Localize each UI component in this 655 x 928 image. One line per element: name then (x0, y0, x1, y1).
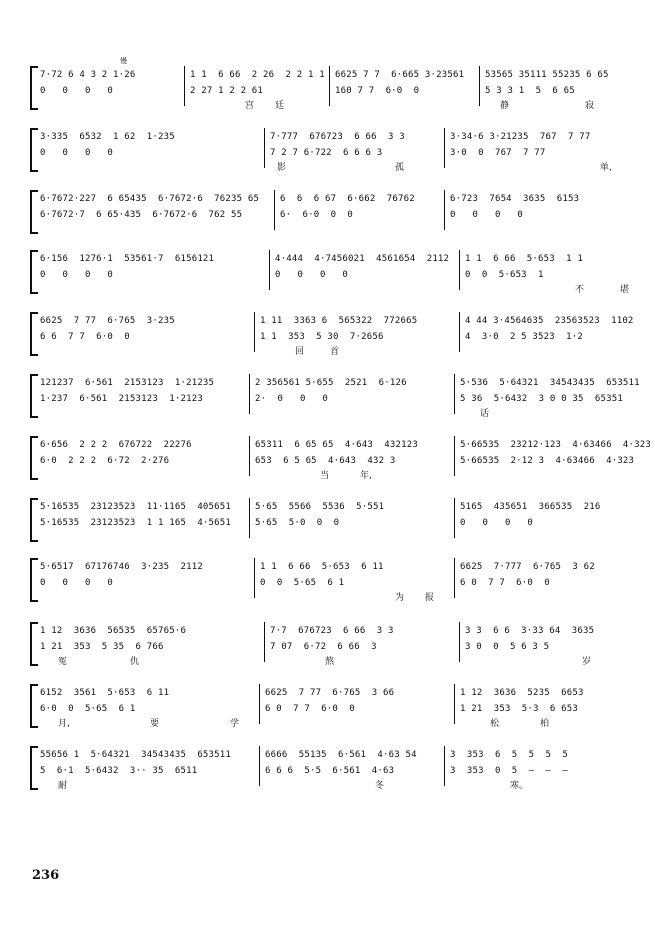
lyric-syllable: 话 (480, 409, 490, 419)
upper-part-measure: 4 44 3·4564635 23563523 1102 (465, 316, 634, 326)
upper-part-measure: 3·335 6532 1 62 1·235 (40, 132, 175, 142)
system-bracket (30, 374, 38, 418)
upper-part-measure: 5165 435651 366535 216 (460, 502, 601, 512)
lyric-syllable: 柏 (540, 719, 550, 729)
upper-part-measure: 7·777 676723 6 66 3 3 (270, 132, 405, 142)
upper-part-measure: 1 11 3363 6 565322 772665 (260, 316, 418, 326)
lower-part-measure: 7 07 6·72 6 66 3 (270, 642, 377, 652)
upper-part-measure: 7·7 676723 6 66 3 3 (270, 626, 394, 636)
upper-part-measure: 6625 7 77 6·765 3 66 (265, 688, 395, 698)
upper-part-measure: 1 1 6 66 5·653 1 1 (465, 254, 583, 264)
system-bracket (30, 190, 38, 234)
barline (459, 250, 460, 290)
lower-part-measure: 7 2 7 6·722 6 6 6 3 (270, 148, 383, 158)
lower-part-measure: 0 0 0 0 (40, 148, 114, 158)
lower-part-measure: 6 0 7 7 6·0 0 (460, 578, 550, 588)
score-system (30, 64, 640, 111)
lyric-syllable: 单, (600, 163, 612, 173)
lyric-syllable: 影 (277, 163, 287, 173)
system-bracket (30, 684, 38, 728)
lower-part-measure: 160 7 7 6·0 0 (335, 86, 420, 96)
barline (184, 66, 185, 106)
barline (254, 312, 255, 352)
lyric-syllable: 宫 (245, 101, 255, 111)
upper-part-measure: 5·65 5566 5536 5·551 (255, 502, 385, 512)
lower-part-measure: 6·0 2 2 2 6·72 2·276 (40, 456, 170, 466)
lower-part-measure: 6·0 0 5·65 6 1 (40, 704, 136, 714)
lower-part-measure: 0 0 0 0 (40, 578, 114, 588)
upper-part-measure: 3·34·6 3·21235 767 7 77 (450, 132, 591, 142)
barline (444, 746, 445, 786)
barline (249, 374, 250, 414)
lower-part-measure: 1·237 6·561 2153123 1·2123 (40, 394, 203, 404)
system-bracket (30, 498, 38, 542)
lyric-syllable: 耐 (58, 781, 68, 791)
lyric-syllable: 廷 (275, 101, 285, 111)
barline (444, 128, 445, 168)
barline (269, 250, 270, 290)
system-bracket (30, 558, 38, 602)
score-system (30, 434, 652, 481)
upper-part-measure: 53565 35111 55235 6 65 (485, 70, 609, 80)
upper-part-measure: 121237 6·561 2153123 1·21235 (40, 378, 215, 388)
upper-part-measure: 1 1 6 66 5·653 6 11 (260, 562, 384, 572)
lower-part-measure: 2· 0 0 0 (255, 394, 329, 404)
lower-part-measure: 5·66535 2·12 3 4·63466 4·323 (460, 456, 635, 466)
lower-part-measure: 5 6·1 5·6432 3·· 35 6511 (40, 766, 198, 776)
upper-part-measure: 6152 3561 5·653 6 11 (40, 688, 170, 698)
lower-part-measure: 0 0 0 0 (40, 86, 114, 96)
barline (459, 622, 460, 662)
lyric-syllable: 岁 (582, 657, 592, 667)
system-bracket (30, 436, 38, 480)
lyric-syllable: 年, (360, 471, 372, 481)
lower-part-measure: 6· 6·0 0 0 (280, 210, 354, 220)
upper-part-measure: 1 12 3636 5235 6653 (460, 688, 584, 698)
lower-part-measure: 1 1 353 5 30 7·2656 (260, 332, 384, 342)
lower-part-measure: 1 21 353 5·3 6 653 (460, 704, 578, 714)
upper-part-measure: 1 12 3636 56535 65765·6 (40, 626, 187, 636)
barline (274, 190, 275, 230)
barline (444, 190, 445, 230)
barline (264, 622, 265, 662)
upper-part-measure: 2 356561 5·655 2521 6·126 (255, 378, 407, 388)
lyric-syllable: 月, (58, 719, 70, 729)
barline (249, 436, 250, 476)
lower-part-measure: 1 21 353 5 35 6 766 (40, 642, 164, 652)
upper-part-measure: 5·6517 67176746 3·235 2112 (40, 562, 203, 572)
lyric-syllable: 当 (320, 471, 330, 481)
lyric-syllable: 首 (330, 347, 340, 357)
lower-part-measure: 6·7672·7 6 65·435 6·7672·6 762 55 (40, 210, 243, 220)
barline (249, 498, 250, 538)
page-number: 236 (32, 868, 60, 883)
lyric-syllable: 冤 (58, 657, 68, 667)
lyric-syllable: 仇 (130, 657, 140, 667)
score-system (30, 248, 640, 295)
barline (264, 128, 265, 168)
lyric-syllable: 堪 (620, 285, 630, 295)
system-bracket (30, 312, 38, 356)
score-system (30, 556, 640, 603)
lower-part-measure: 6 6 7 7 6·0 0 (40, 332, 130, 342)
lower-part-measure: 653 6 5 65 4·643 432 3 (255, 456, 396, 466)
lower-part-measure: 5 3 3 1 5 6 65 (485, 86, 575, 96)
lower-part-measure: 3·0 0 767 7 77 (450, 148, 546, 158)
score-system (30, 682, 640, 729)
lyric-syllable: 为 (395, 593, 405, 603)
barline (329, 66, 330, 106)
lower-part-measure: 2 27 1 2 2 61 (190, 86, 264, 96)
system-bracket (30, 128, 38, 172)
lower-part-measure: 3 353 0 5 — — — (450, 766, 568, 776)
lower-part-measure: 0 0 0 0 (40, 270, 114, 280)
score-system (30, 310, 640, 357)
lyric-syllable: 报 (425, 593, 435, 603)
system-bracket (30, 250, 38, 294)
lower-part-measure: 4 3·0 2 5 3523 1·2 (465, 332, 583, 342)
system-bracket (30, 622, 38, 666)
barline (259, 746, 260, 786)
upper-part-measure: 3 353 6 5 5 5 5 (450, 750, 568, 760)
barline (254, 558, 255, 598)
barline (454, 436, 455, 476)
upper-part-measure: 55656 1 5·64321 34543435 653511 (40, 750, 232, 760)
upper-part-measure: 5·536 5·64321 34543435 653511 (460, 378, 640, 388)
upper-part-measure: 5·16535 23123523 11·1165 405651 (40, 502, 232, 512)
lower-part-measure: 0 0 5·653 1 (465, 270, 544, 280)
lower-part-measure: 5·16535 23123523 1 1 165 4·5651 (40, 518, 232, 528)
lower-part-measure: 5 36 5·6432 3 0 0 35 65351 (460, 394, 623, 404)
upper-part-measure: 3 3 6 6 3·33 64 3635 (465, 626, 595, 636)
system-bracket (30, 66, 38, 110)
system-bracket (30, 746, 38, 790)
lower-part-measure: 0 0 0 0 (460, 518, 534, 528)
score-system (30, 496, 640, 540)
lower-part-measure: 6 0 7 7 6·0 0 (265, 704, 355, 714)
upper-part-measure: 6·156 1276·1 53561·7 6156121 (40, 254, 215, 264)
lower-part-measure: 3 0 0 5 6 3 5 (465, 642, 550, 652)
barline (454, 374, 455, 414)
lyric-syllable: 寒。 (510, 781, 529, 791)
upper-part-measure: 6625 7 77 6·765 3·235 (40, 316, 175, 326)
upper-part-measure: 65311 6 65 65 4·643 432123 (255, 440, 418, 450)
upper-part-measure: 6625 7 7 6·665 3·23561 (335, 70, 465, 80)
score-system (30, 372, 640, 419)
lyric-syllable: 回 (295, 347, 305, 357)
lower-part-measure: 0 0 5·65 6 1 (260, 578, 345, 588)
score-system (30, 188, 640, 232)
lyric-syllable: 学 (230, 719, 240, 729)
barline (454, 558, 455, 598)
upper-part-measure: 6 6 6 67 6·662 76762 (280, 194, 415, 204)
upper-part-measure: 6·7672·227 6 65435 6·7672·6 76235 65 (40, 194, 260, 204)
tempo-mark: 慢 (120, 57, 127, 65)
lyric-syllable: 不 (575, 285, 585, 295)
lyric-syllable: 要 (150, 719, 160, 729)
lyric-syllable: 冬 (375, 781, 385, 791)
lower-part-measure: 6 6 6 5·5 6·561 4·63 (265, 766, 395, 776)
lower-part-measure: 0 0 0 0 (275, 270, 349, 280)
score-system (30, 620, 640, 667)
lower-part-measure: 0 0 0 0 (450, 210, 524, 220)
upper-part-measure: 6·723 7654 3635 6153 (450, 194, 580, 204)
score-system (30, 744, 640, 791)
barline (454, 498, 455, 538)
lyric-syllable: 寂 (585, 101, 595, 111)
barline (459, 312, 460, 352)
upper-part-measure: 5·66535 23212·123 4·63466 4·323 (460, 440, 652, 450)
lyric-syllable: 静 (500, 101, 510, 111)
upper-part-measure: 1 1 6 66 2 26 2 2 1 1 (190, 70, 325, 80)
lyric-syllable: 熬 (325, 657, 335, 667)
barline (479, 66, 480, 106)
upper-part-measure: 6666 55135 6·561 4·63 54 (265, 750, 417, 760)
lower-part-measure: 5·65 5·0 0 0 (255, 518, 340, 528)
upper-part-measure: 6·656 2 2 2 676722 22276 (40, 440, 192, 450)
lyric-syllable: 孤 (395, 163, 405, 173)
barline (259, 684, 260, 724)
upper-part-measure: 6625 7·777 6·765 3 62 (460, 562, 595, 572)
barline (454, 684, 455, 724)
upper-part-measure: 7·72 6 4 3 2 1·26 (40, 70, 136, 80)
upper-part-measure: 4·444 4·7456021 4561654 2112 (275, 254, 450, 264)
lyric-syllable: 松 (490, 719, 500, 729)
score-system (30, 126, 640, 173)
